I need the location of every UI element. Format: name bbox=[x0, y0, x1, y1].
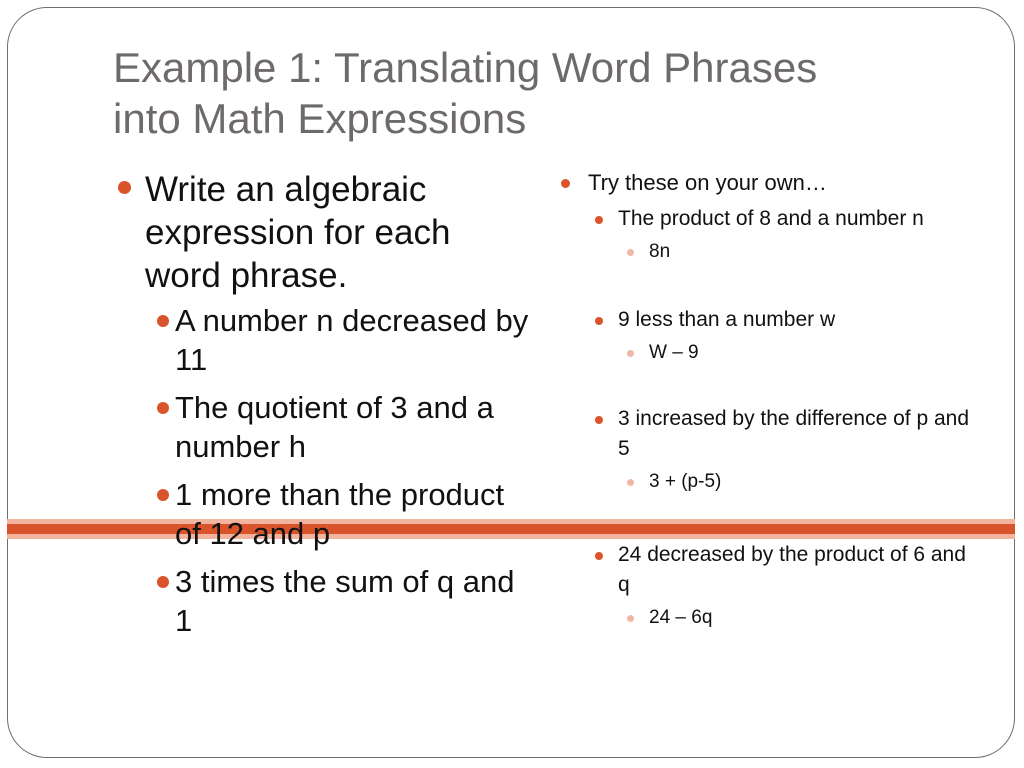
bullet-dot bbox=[157, 315, 169, 327]
problem-phrase-text: 3 increased by the difference of p and 5 bbox=[618, 407, 970, 460]
problem-answer bbox=[560, 468, 980, 496]
right-main-text: Try these on your own… bbox=[588, 170, 827, 195]
left-sub-item-text: The quotient of 3 and a number h bbox=[175, 390, 494, 464]
left-column bbox=[115, 168, 535, 649]
left-sub-item-text: 3 times the sum of q and 1 bbox=[175, 564, 515, 638]
bullet-dot bbox=[561, 179, 570, 188]
problem-phrase bbox=[560, 540, 980, 600]
left-main-text: Write an algebraic expression for each word phrase. bbox=[145, 170, 451, 295]
bullet-dot bbox=[595, 552, 603, 560]
problem-phrase bbox=[560, 204, 980, 234]
problem-phrase-text: The product of 8 and a number n bbox=[618, 207, 924, 230]
problem-answer-text: 3 + (p-5) bbox=[649, 471, 722, 492]
practice-problem bbox=[560, 540, 980, 632]
left-sub-item-text: A number n decreased by 11 bbox=[175, 303, 529, 377]
practice-problem bbox=[560, 404, 980, 496]
left-sub-list bbox=[115, 301, 535, 640]
right-column bbox=[560, 168, 980, 632]
problem-phrase bbox=[560, 305, 980, 335]
bullet-dot bbox=[627, 615, 634, 622]
title-line-1: Example 1: Translating Word Phrases bbox=[113, 44, 818, 91]
title-line-2: into Math Expressions bbox=[113, 95, 527, 142]
problem-phrase-text: 24 decreased by the product of 6 and q bbox=[618, 543, 966, 596]
left-main-bullet bbox=[115, 168, 535, 297]
problem-answer bbox=[560, 339, 980, 367]
problem-answer bbox=[560, 238, 980, 266]
bullet-dot bbox=[157, 489, 169, 501]
bullet-dot bbox=[627, 350, 634, 357]
problem-answer-text: 24 – 6q bbox=[649, 607, 713, 628]
bullet-dot bbox=[627, 479, 634, 486]
problem-phrase-text: 9 less than a number w bbox=[618, 308, 836, 331]
left-sub-item-text: 1 more than the product of 12 and p bbox=[175, 477, 505, 551]
problem-answer bbox=[560, 604, 980, 632]
problem-answer-text: W – 9 bbox=[649, 342, 699, 363]
left-sub-item bbox=[115, 475, 535, 553]
bullet-dot bbox=[627, 249, 634, 256]
bullet-dot bbox=[595, 216, 603, 224]
practice-problem bbox=[560, 204, 980, 266]
practice-problem bbox=[560, 305, 980, 367]
bullet-dot bbox=[595, 416, 603, 424]
right-main-bullet bbox=[560, 168, 980, 198]
bullet-dot bbox=[157, 402, 169, 414]
left-sub-item bbox=[115, 301, 535, 379]
bullet-dot bbox=[157, 576, 169, 588]
problem-answer-text: 8n bbox=[649, 241, 671, 262]
problem-phrase bbox=[560, 404, 980, 464]
slide-title bbox=[113, 42, 973, 144]
bullet-dot bbox=[595, 317, 603, 325]
bullet-dot bbox=[118, 181, 131, 194]
left-sub-item bbox=[115, 388, 535, 466]
left-sub-item bbox=[115, 562, 535, 640]
